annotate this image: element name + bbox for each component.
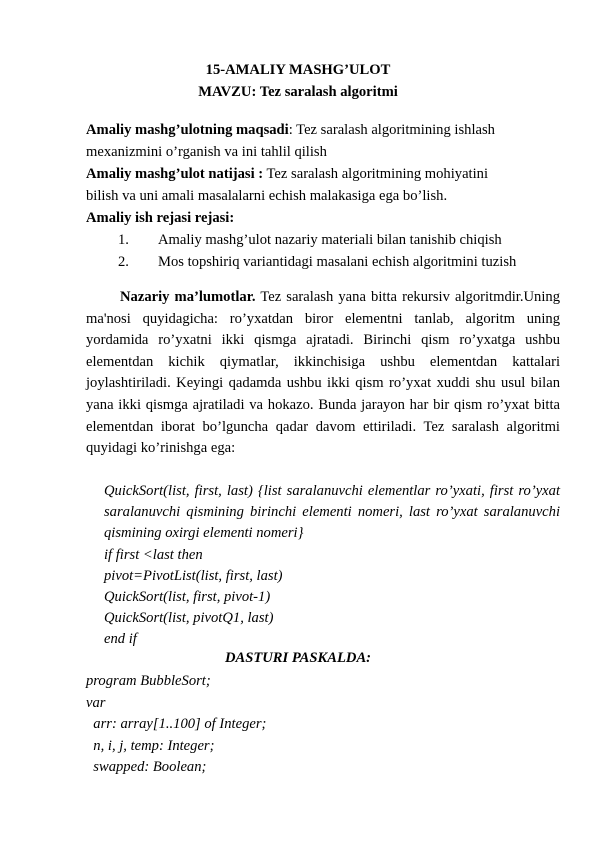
pseudocode-line: if first <last then [104,546,203,563]
pseudocode-block [104,481,560,651]
pascal-line: n, i, j, temp: Integer; [86,737,215,754]
pascal-title: DASTURI PASKALDA: [224,650,372,666]
pseudocode-line: QuickSort(list, pivotQ1, last) [104,610,274,627]
plan-item [118,232,502,249]
pascal-line: var [86,694,106,711]
page-subtitle: MAVZU: Tez saralash algoritmi [198,84,398,100]
purpose-label: Amaliy mashg’ulotning maqsadi [86,122,289,138]
pseudocode-intro: QuickSort(list, first, last) {list saralanuvchi elementlar ro’yxati, first ro’yxat saralanuvchi qismining birinchi elementi nomeri, last ro’yxat saralanuvchi qismining oxirgi elementi nomeri} [104,483,560,542]
pseudocode-line: QuickSort(list, first, pivot-1) [104,589,271,606]
pascal-line: program BubbleSort; [86,673,211,689]
purpose-line-1 [86,122,495,139]
result-text-1: Tez saralash algoritmining mohiyatini [263,166,489,182]
plan-item [118,254,516,271]
pascal-line: arr: array[1..100] of Integer; [86,716,267,733]
result-line-1 [86,166,488,183]
purpose-line-2: mexanizmini o’rganish va ini tahlil qilish [86,144,327,160]
plan-item-number: 2. [118,254,129,270]
page-title: 15-AMALIY MASHG’ULOT [205,62,391,78]
pseudocode-line: pivot=PivotList(list, first, last) [104,567,283,584]
plan-item-text: Amaliy mashg’ulot nazariy materiali bilan tanishib chiqish [158,232,502,248]
theory-text: Tez saralash yana bitta rekursiv algoritmdir.Uning ma'nosi quyidagicha: ro’yxatdan biror elementni tanlab, algoritm uning yordamida ro’yxatni ikki qismga ajratadi. Birinchi qism ro’yxatga ushbu elementdan kichik qiymatlar, ikkinchisiga ushbu elementdan kattalari joylashtiriladi. Keyingi qadamda ushbu ikki qism ro’yxat xuddi shu usul bilan yana ikki qismga ajratiladi va hokazo. Bunda jarayon har bir qism ro’yxat bitta elementdan iborat bo’lguncha qadar davom ettiriladi. Tez saralash algoritmi quyidagi ko’rinishga ega: [86,289,560,457]
plan-label: Amaliy ish rejasi rejasi: [86,210,235,226]
result-label: Amaliy mashg’ulot natijasi : [86,166,264,182]
pseudocode-line: end if [104,631,137,648]
plan-item-text: Mos topshiriq variantidagi masalani echish algoritmini tuzish [158,254,517,270]
result-line-2: bilish va uni amali masalalarni echish malakasiga ega bo’lish. [86,188,448,204]
theory-paragraph [86,287,560,460]
purpose-text-1: : Tez saralash algoritmining ishlash [288,122,495,138]
pascal-line: swapped: Boolean; [86,759,207,776]
pascal-code [86,671,266,779]
plan-item-number: 1. [118,232,129,248]
theory-lead: Nazariy ma’lumotlar. [120,289,256,305]
